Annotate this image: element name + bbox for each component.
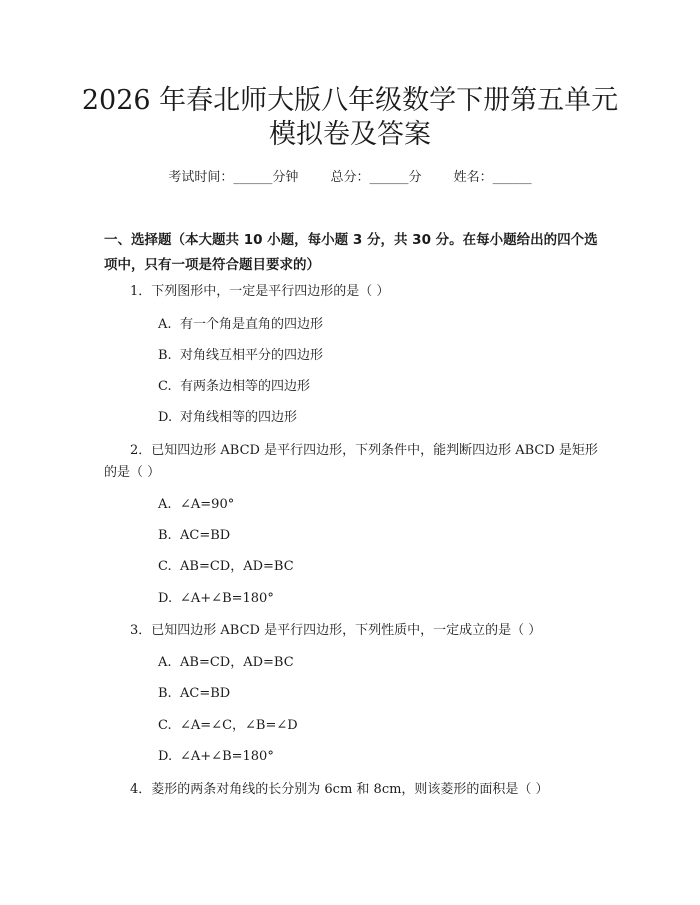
question-2-option-b [158, 526, 598, 546]
question-2-option-d [158, 589, 598, 609]
option-text: ∠A=∠C，∠B=∠D [180, 718, 298, 733]
question-3-option-d [158, 747, 598, 767]
question-3-option-a [158, 653, 598, 673]
option-letter: A. [158, 655, 172, 670]
option-letter: C. [158, 559, 172, 574]
option-text: 对角线相等的四边形 [180, 410, 298, 425]
option-text: AC=BD [180, 686, 231, 701]
question-2-stem-line2: 的是（ ） [104, 465, 161, 480]
question-1-option-a [158, 315, 598, 335]
question-1-option-d [158, 408, 598, 428]
option-letter: B. [158, 348, 172, 363]
section-heading-line1: 一、选择题（本大题共 10 小题，每小题 3 分，共 30 分。在每小题给出的四个选 [104, 232, 598, 248]
option-text: AB=CD，AD=BC [180, 655, 294, 670]
question-1-option-b [158, 346, 598, 366]
document-title-line2: 模拟卷及答案 [269, 119, 431, 150]
option-text: 对角线互相平分的四边形 [180, 348, 324, 363]
option-letter: A. [158, 497, 172, 512]
option-letter: C. [158, 379, 172, 394]
exam-time-field: 考试时间：______分钟 [168, 170, 299, 185]
option-letter: B. [158, 686, 172, 701]
option-text: 有一个角是直角的四边形 [180, 317, 324, 332]
option-text: ∠A=90° [180, 497, 235, 512]
question-3-stem: 3．已知四边形 ABCD 是平行四边形，下列性质中，一定成立的是（ ） [130, 623, 542, 638]
question-1-stem: 1．下列图形中，一定是平行四边形的是（ ） [130, 284, 390, 299]
question-2-option-c [158, 557, 598, 577]
question-2-option-a [158, 495, 598, 515]
name-field: 姓名：______ [453, 170, 532, 185]
option-letter: D. [158, 749, 173, 764]
option-text: AB=CD，AD=BC [180, 559, 294, 574]
question-3-option-b [158, 684, 598, 704]
question-4-stem: 4．菱形的两条对角线的长分别为 6cm 和 8cm，则该菱形的面积是（ ） [130, 782, 549, 797]
option-letter: A. [158, 317, 172, 332]
question-1-option-c [158, 377, 598, 397]
option-text: ∠A+∠B=180° [180, 749, 274, 764]
question-2-stem-line1: 2．已知四边形 ABCD 是平行四边形，下列条件中，能判断四边形 ABCD 是矩形 [130, 443, 598, 458]
option-letter: B. [158, 528, 172, 543]
total-score-field: 总分：______分 [330, 170, 422, 185]
option-text: ∠A+∠B=180° [180, 591, 274, 606]
option-letter: D. [158, 591, 173, 606]
question-3-option-c [158, 716, 598, 736]
option-letter: D. [158, 410, 173, 425]
option-letter: C. [158, 718, 172, 733]
option-text: AC=BD [180, 528, 231, 543]
document-title-line1: 2026 年春北师大版八年级数学下册第五单元 [81, 85, 619, 116]
exam-meta [0, 168, 700, 188]
section-heading-line2: 项中，只有一项是符合题目要求的） [104, 257, 320, 273]
option-text: 有两条边相等的四边形 [180, 379, 311, 394]
